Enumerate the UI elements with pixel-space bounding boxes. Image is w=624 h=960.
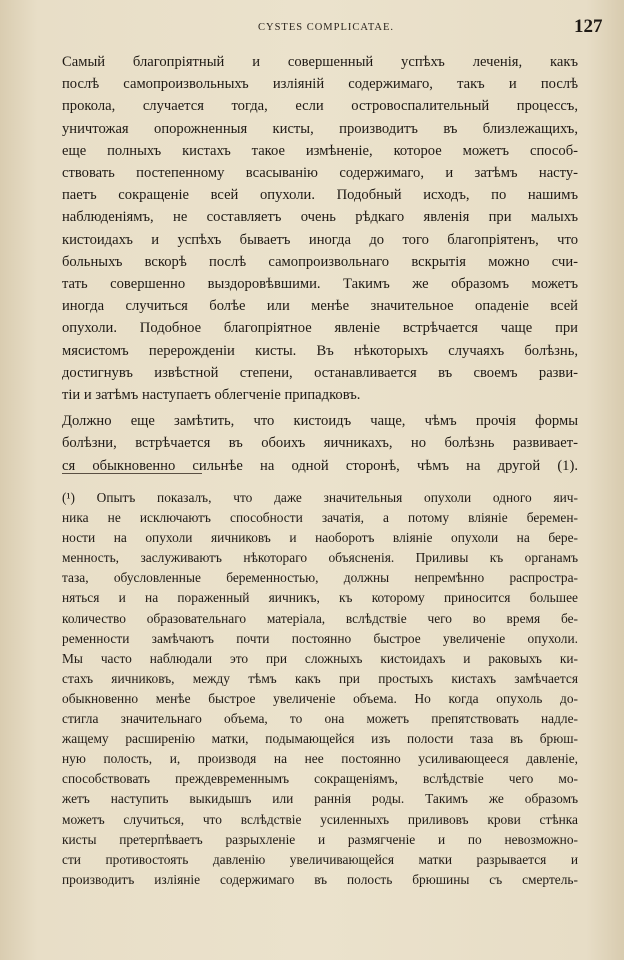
- footnote-line: количество образовательнаго матеріала, вслѣдствіе чего во время бе-: [62, 610, 578, 626]
- text-line: болѣзни, встрѣчается въ обоихъ яичникахъ, но болѣзнь развивает-: [62, 435, 578, 452]
- text-line: кистоидахъ и успѣхъ бываетъ иногда до того благопріятенъ, что: [62, 231, 578, 248]
- text-line: уничтожая опорожненныя кисты, производитъ въ близлежащихъ,: [62, 120, 578, 137]
- footnote-line: ную полость, и, производя на нее постоянно усиливающееся давленіе,: [62, 751, 578, 767]
- footnote: [62, 488, 578, 890]
- text-line: тіи и затѣмъ наступаетъ облегченіе припадковъ.: [62, 387, 361, 404]
- paragraph-2: [62, 410, 578, 477]
- text-line: опухоли. Подобное благопріятное явленіе встрѣчается чаще при: [62, 320, 578, 337]
- footnote-line: обыкновенно менѣе быстрое увеличеніе объема. Но когда опухоль до-: [62, 690, 578, 706]
- text-line: больныхъ вскорѣ послѣ самопроизвольнаго вскрытія можно счи-: [62, 253, 578, 270]
- paragraph-1: [62, 51, 578, 406]
- page-number: 127: [574, 16, 603, 37]
- page-header: [0, 16, 624, 40]
- main-text: [62, 51, 578, 477]
- text-line: мясистомъ перерожденіи кисты. Въ нѣкоторыхъ случаяхъ болѣзнь,: [62, 342, 578, 359]
- footnote-line: Мы часто наблюдали это при сложныхъ кистоидахъ и раковыхъ ки-: [62, 650, 578, 666]
- footnote-line: жетъ наступить выкидышъ или раннія роды. Такимъ же образомъ: [62, 791, 578, 807]
- footnote-line: менность, заслуживаютъ нѣкотораго объясненія. Приливы къ органамъ: [62, 550, 578, 566]
- text-line: достигнувъ извѣстной степени, останавливается въ своемъ разви-: [62, 364, 578, 381]
- footnote-line: ременности замѣчаютъ почти постоянно быстрое увеличеніе опухоли.: [62, 630, 578, 646]
- text-line: наблюденіямъ, не составляетъ очень рѣдкаго явленія при малыхъ: [62, 209, 578, 226]
- text-line: паетъ сокращеніе всей опухоли. Подобный исходъ, по нашимъ: [62, 187, 578, 204]
- text-line: ствовать постепенному всасыванію содержимаго, и затѣмъ насту-: [62, 165, 578, 182]
- footnote-line: жащему расширенію матки, подымающейся изъ полости таза въ брюш-: [62, 731, 578, 747]
- footnote-line: стигла значительнаго объема, то она можетъ препятствовать надле-: [62, 711, 578, 727]
- footnote-line: ности на опухоли яичниковъ и наоборотъ вліяніе опухоли на бере-: [62, 530, 578, 546]
- footnote-line: няться и на пораженный яичникъ, къ которому приносится большее: [62, 590, 578, 606]
- footnote-line: способствовать преждевременнымъ сокращеніямъ, вслѣдствіе чего мо-: [62, 771, 578, 787]
- footnote-line: стахъ яичниковъ, между тѣмъ какъ при простыхъ кистахъ замѣчается: [62, 670, 578, 686]
- footnote-line: (¹) Опытъ показалъ, что даже значительныя опухоли одного яич-: [62, 490, 578, 505]
- text-line: ся обыкновенно сильнѣе на одной сторонѣ, чѣмъ на другой (1).: [62, 457, 578, 474]
- footnote-line: можетъ случиться, что вслѣдствіе усиленныхъ приливовъ крови стѣнка: [62, 811, 578, 827]
- footnote-line: кисты претерпѣваетъ разрыхленіе и размягченіе и по невозможно-: [62, 831, 578, 847]
- footnote-divider: [62, 473, 202, 474]
- footnote-line: сти противостоять давленію увеличивающейся матки разрывается и: [62, 851, 578, 867]
- footnote-line: производитъ изліяніе содержимаго въ полость брюшины съ смертель-: [62, 871, 578, 887]
- text-line: тать совершенно выздоровѣвшими. Такимъ же образомъ можетъ: [62, 276, 578, 293]
- text-line: иногда случиться болѣе или менѣе значительное опаденіе всей: [62, 298, 578, 315]
- text-line: Самый благопріятный и совершенный успѣхъ леченія, какъ: [62, 54, 578, 70]
- text-line: послѣ самопроизвольныхъ изліяній содержимаго, такъ и послѣ: [62, 76, 578, 93]
- text-line: Должно еще замѣтить, что кистоидъ чаще, чѣмъ прочія формы: [62, 413, 578, 430]
- footnote-line: ника не исключаютъ способности зачатія, а потому вліяніе беремен-: [62, 510, 578, 526]
- text-line: прокола, случается тогда, если островоспалительный процессъ,: [62, 98, 578, 115]
- text-line: еще полныхъ кистахъ такое измѣненіе, которое можетъ способ-: [62, 142, 578, 159]
- running-head: CYSTES COMPLICATAE.: [258, 22, 395, 33]
- footnote-line: таза, обусловленные беременностью, должны непремѣнно распростра-: [62, 570, 578, 586]
